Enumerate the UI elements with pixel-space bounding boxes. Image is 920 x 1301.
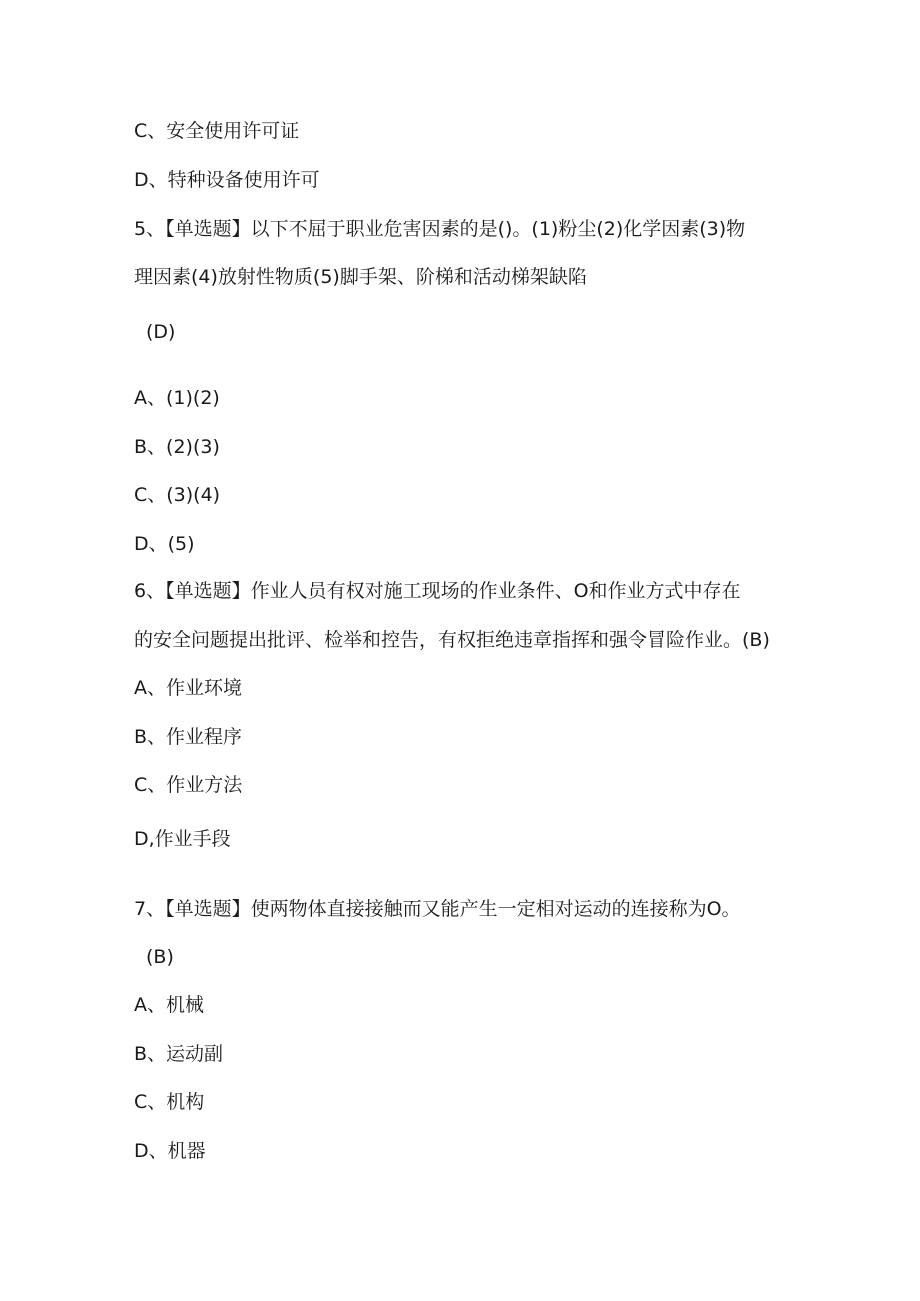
q6-option-d: D,作业手段 bbox=[134, 828, 231, 850]
q6-text-line-2: 的安全问题提出批评、检举和控告，有权拒绝违章指挥和强令冒险作业。(B) bbox=[134, 629, 770, 651]
q5-text-line-2: 理因素(4)放射性物质(5)脚手架、阶梯和活动梯架缺陷 bbox=[134, 266, 587, 288]
q6-option-b: B、作业程序 bbox=[134, 726, 243, 748]
q4-option-c: C、安全使用许可证 bbox=[134, 120, 300, 142]
q5-answer: (D) bbox=[146, 321, 176, 343]
q7-option-d: D、机器 bbox=[134, 1140, 206, 1162]
q7-option-b: B、运动副 bbox=[134, 1043, 224, 1065]
q6-option-c: C、作业方法 bbox=[134, 774, 243, 796]
q5-option-d: D、(5) bbox=[134, 533, 195, 555]
q5-option-c: C、(3)(4) bbox=[134, 484, 221, 506]
q7-answer: (B) bbox=[146, 946, 174, 968]
q7-option-c: C、机构 bbox=[134, 1091, 205, 1113]
q6-option-a: A、作业环境 bbox=[134, 677, 242, 699]
q6-text-line-1: 6、【单选题】作业人员有权对施工现场的作业条件、O和作业方式中存在 bbox=[134, 580, 741, 602]
q7-option-a: A、机械 bbox=[134, 994, 204, 1016]
q7-text-line-1: 7、【单选题】使两物体直接接触而又能产生一定相对运动的连接称为O。 bbox=[134, 898, 741, 920]
q5-text-line-1: 5、【单选题】以下不屈于职业危害因素的是()。(1)粉尘(2)化学因素(3)物 bbox=[134, 218, 746, 240]
q5-option-a: A、(1)(2) bbox=[134, 387, 220, 409]
q4-option-d: D、特种设备使用许可 bbox=[134, 169, 320, 191]
q5-option-b: B、(2)(3) bbox=[134, 436, 220, 458]
